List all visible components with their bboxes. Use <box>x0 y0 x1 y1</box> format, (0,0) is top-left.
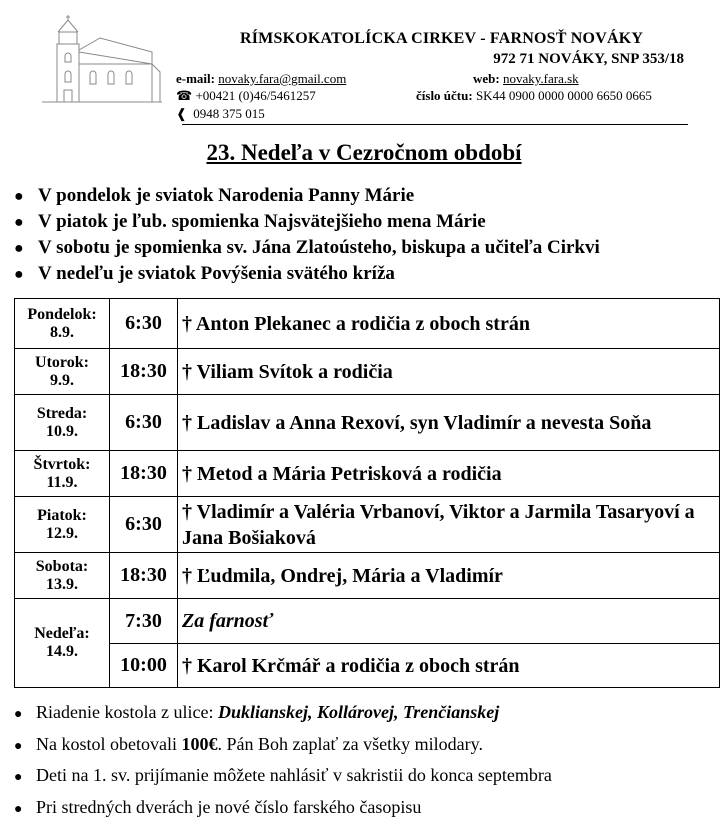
bullet-icon: ● <box>14 188 24 205</box>
email-link[interactable]: novaky.fara@gmail.com <box>218 71 347 86</box>
table-row <box>15 349 720 395</box>
time-cell: 10:00 <box>110 644 178 688</box>
table-row <box>15 644 720 688</box>
intention-cell: † Ladislav a Anna Rexoví, syn Vladimír a nevesta Soňa <box>178 395 720 451</box>
table-row <box>15 395 720 451</box>
phone-line <box>176 88 316 104</box>
mass-schedule-table <box>14 298 720 688</box>
intention-cell: † Viliam Svítok a rodičia <box>178 349 720 395</box>
phone-number: +00421 (0)46/5461257 <box>195 88 316 103</box>
mobile-number: 0948 375 015 <box>193 106 265 121</box>
time-cell: 18:30 <box>110 349 178 395</box>
bullet-icon: ● <box>14 707 23 722</box>
bullet-icon: ● <box>14 266 24 283</box>
intention-cell: † Anton Plekanec a rodičia z oboch strán <box>178 299 720 349</box>
intention-cell: Za farnosť <box>178 599 720 644</box>
time-cell: 6:30 <box>110 395 178 451</box>
time-cell: 6:30 <box>110 299 178 349</box>
announcement-item: ● Deti na 1. sv. prijímanie môžete nahlásiť v sakristii do konca septembra <box>14 760 552 792</box>
table-row <box>15 451 720 497</box>
table-row <box>15 553 720 599</box>
announcement-item: ● Riadenie kostola z ulice: Duklianskej, Kollárovej, Trenčianskej <box>14 697 552 729</box>
parish-announcements <box>14 697 552 823</box>
web-link[interactable]: novaky.fara.sk <box>502 71 579 86</box>
bulletin-title-text: 23. Nedeľa v Cezročnom období <box>206 140 522 165</box>
web-line <box>473 71 579 87</box>
announcement-item: ● Na kostol obetovali 100€. Pán Boh zaplať za všetky milodary. <box>14 729 552 761</box>
mobile-line <box>176 106 265 122</box>
bullet-icon: ● <box>14 770 23 785</box>
table-row <box>15 299 720 349</box>
day-cell: Piatok: 12.9. <box>15 497 110 553</box>
email-label: e-mail: <box>176 71 215 86</box>
mobile-icon: ❰ <box>176 106 187 121</box>
announcement-item: ● Pri stredných dverách je nové číslo farského časopisu <box>14 792 552 824</box>
day-cell: Streda: 10.9. <box>15 395 110 451</box>
time-cell: 7:30 <box>110 599 178 644</box>
parish-name: RÍMSKOKATOLÍCKA CIRKEV - FARNOSŤ NOVÁKY <box>240 30 644 47</box>
time-cell: 18:30 <box>110 451 178 497</box>
account-line <box>416 88 652 104</box>
day-cell: Utorok: 9.9. <box>15 349 110 395</box>
header-divider <box>182 124 688 125</box>
weekly-notices <box>14 183 600 287</box>
account-label: číslo účtu: <box>416 88 473 103</box>
notice-item: ● V nedeľu je sviatok Povýšenia svätého kríža <box>14 261 600 287</box>
table-row <box>15 599 720 644</box>
bullet-icon: ● <box>14 738 23 754</box>
intention-cell: † Karol Krčmář a rodičia z oboch strán <box>178 644 720 688</box>
intention-cell: † Metod a Mária Petrisková a rodičia <box>178 451 720 497</box>
day-cell: Sobota: 13.9. <box>15 553 110 599</box>
intention-cell: † Vladimír a Valéria Vrbanoví, Viktor a Jarmila Tasaryoví a Jana Bošiaková <box>178 497 720 553</box>
bullet-icon: ● <box>14 801 23 817</box>
time-cell: 18:30 <box>110 553 178 599</box>
parish-address: 972 71 NOVÁKY, SNP 353/18 <box>493 51 684 67</box>
email-line <box>176 71 346 87</box>
notice-item: ● V sobotu je spomienka sv. Jána Zlatoústeho, biskupa a učiteľa Cirkvi <box>14 235 600 261</box>
web-label: web: <box>473 71 500 86</box>
day-cell: Nedeľa: 14.9. <box>15 599 110 688</box>
intention-cell: † Ľudmila, Ondrej, Mária a Vladimír <box>178 553 720 599</box>
day-cell: Štvrtok: 11.9. <box>15 451 110 497</box>
table-row <box>15 497 720 553</box>
bulletin-title <box>0 140 728 166</box>
day-cell: Pondelok: 8.9. <box>15 299 110 349</box>
bullet-icon: ● <box>14 240 24 257</box>
bullet-icon: ● <box>14 214 24 231</box>
phone-icon: ☎ <box>176 88 193 103</box>
time-cell: 6:30 <box>110 497 178 553</box>
account-number: SK44 0900 0000 0000 6650 0665 <box>475 88 652 103</box>
notice-item: ● V piatok je ľub. spomienka Najsvätejšieho mena Márie <box>14 209 600 235</box>
church-logo <box>40 12 165 107</box>
notice-item: ● V pondelok je sviatok Narodenia Panny Márie <box>14 183 600 209</box>
